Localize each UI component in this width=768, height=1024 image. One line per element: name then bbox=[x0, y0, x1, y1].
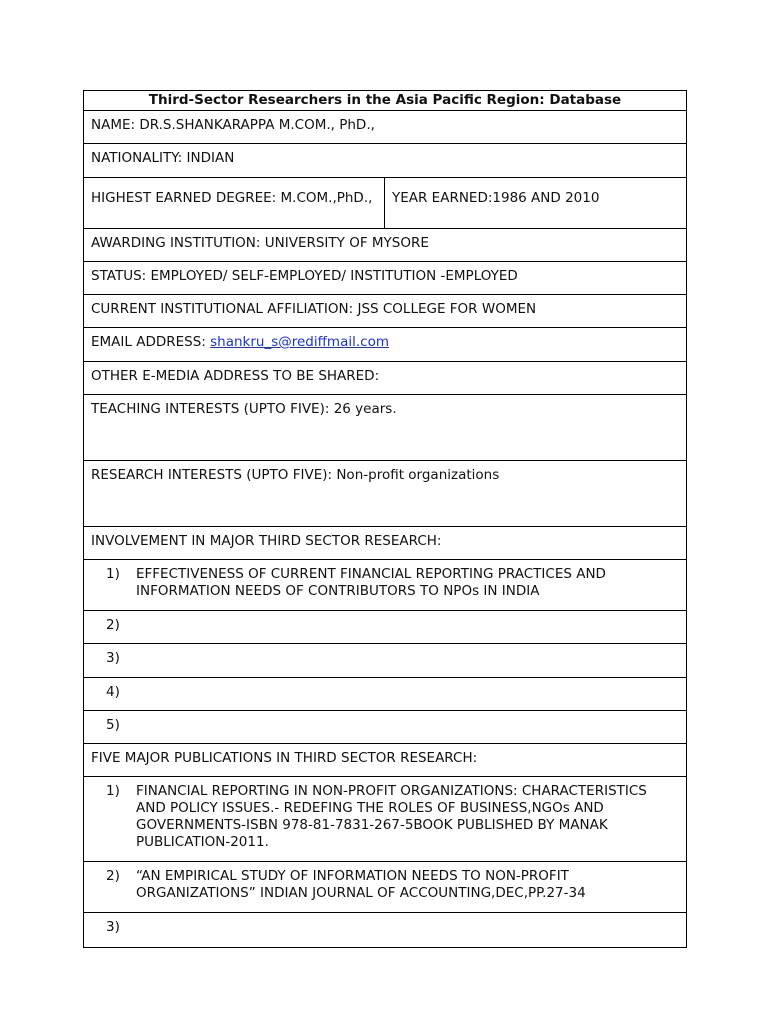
item-number: 3) bbox=[106, 919, 120, 935]
affiliation-row: CURRENT INSTITUTIONAL AFFILIATION: JSS COLLEGE FOR WOMEN bbox=[84, 295, 686, 328]
teaching-interests-row: TEACHING INTERESTS (UPTO FIVE): 26 years. bbox=[84, 395, 686, 461]
form-title: Third-Sector Researchers in the Asia Pacific Region: Database bbox=[84, 91, 686, 111]
item-text bbox=[136, 617, 679, 643]
item-number: 2) bbox=[106, 868, 120, 884]
item-text bbox=[136, 650, 679, 677]
item-number: 5) bbox=[106, 717, 120, 733]
email-row bbox=[84, 328, 686, 362]
research-interests-row: RESEARCH INTERESTS (UPTO FIVE): Non-profit organizations bbox=[84, 461, 686, 527]
item-text: EFFECTIVENESS OF CURRENT FINANCIAL REPORTING PRACTICES AND INFORMATION NEEDS OF CONTRIBUTORS TO NPOs IN INDIA bbox=[136, 566, 606, 599]
email-label: EMAIL ADDRESS: bbox=[91, 334, 211, 350]
item-text bbox=[136, 684, 679, 710]
item-text: “AN EMPIRICAL STUDY OF INFORMATION NEEDS TO NON-PROFIT ORGANIZATIONS” INDIAN JOURNAL OF ACCOUNTING,DEC,PP.27-34 bbox=[136, 868, 586, 901]
item-text bbox=[136, 919, 679, 947]
researcher-form-table bbox=[83, 90, 687, 948]
status-row: STATUS: EMPLOYED/ SELF-EMPLOYED/ INSTITUTION -EMPLOYED bbox=[84, 262, 686, 295]
other-media-row: OTHER E-MEDIA ADDRESS TO BE SHARED: bbox=[84, 362, 686, 395]
item-number: 1) bbox=[106, 566, 120, 582]
involvement-item-4 bbox=[84, 678, 686, 711]
awarding-institution-row: AWARDING INSTITUTION: UNIVERSITY OF MYSORE bbox=[84, 229, 686, 262]
publication-item-3 bbox=[84, 913, 686, 947]
item-text bbox=[136, 717, 679, 743]
involvement-item-2 bbox=[84, 611, 686, 644]
name-row: NAME: DR.S.SHANKARAPPA M.COM., PhD., bbox=[84, 111, 686, 144]
publication-item-2 bbox=[84, 862, 686, 913]
nationality-row: NATIONALITY: INDIAN bbox=[84, 144, 686, 178]
degree-row bbox=[84, 178, 686, 229]
email-link[interactable]: shankru_s@rediffmail.com bbox=[210, 334, 389, 350]
item-number: 4) bbox=[106, 684, 120, 700]
highest-degree-cell: HIGHEST EARNED DEGREE: M.COM.,PhD., bbox=[84, 178, 385, 228]
item-number: 2) bbox=[106, 617, 120, 633]
involvement-item-5 bbox=[84, 711, 686, 744]
publication-item-1 bbox=[84, 777, 686, 862]
involvement-item-1 bbox=[84, 560, 686, 611]
involvement-item-3 bbox=[84, 644, 686, 678]
item-number: 1) bbox=[106, 783, 120, 799]
publications-heading-row: FIVE MAJOR PUBLICATIONS IN THIRD SECTOR RESEARCH: bbox=[84, 744, 686, 777]
involvement-heading-row: INVOLVEMENT IN MAJOR THIRD SECTOR RESEARCH: bbox=[84, 527, 686, 560]
year-earned-cell: YEAR EARNED:1986 AND 2010 bbox=[392, 190, 600, 206]
item-number: 3) bbox=[106, 650, 120, 666]
item-text: FINANCIAL REPORTING IN NON-PROFIT ORGANIZATIONS: CHARACTERISTICS AND POLICY ISSUES.- REDEFING THE ROLES OF BUSINESS,NGOs AND GOVERNMENTS-ISBN 978-81-7831-267-5BOOK PUBLISHED BY MANAK PUBLICATION-2011. bbox=[136, 783, 647, 850]
